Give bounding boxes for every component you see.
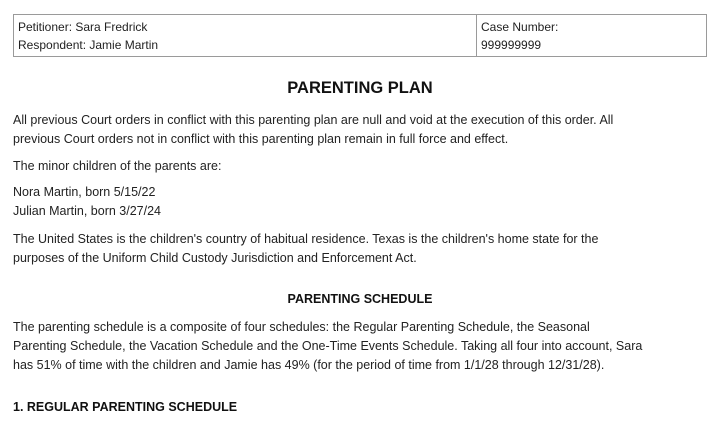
parenting-schedule-heading: PARENTING SCHEDULE [287,292,433,306]
schedule-line-2: Parenting Schedule, the Vacation Schedule and the One-Time Events Schedule. Taking all four into account, Sara [13,339,643,353]
case-number-value: 999999999 [481,38,542,52]
document-title: PARENTING PLAN [287,79,433,97]
section-1-heading: 1. REGULAR PARENTING SCHEDULE [13,400,238,414]
residence-line-1: The United States is the children's country of habitual residence. Texas is the children's home state for the [13,232,599,246]
case-number-label: Case Number: [481,20,559,34]
case-number-cell [477,15,706,56]
child-item: Nora Martin, born 5/15/22 [13,185,156,199]
residence-line-2: purposes of the Uniform Child Custody Jurisdiction and Enforcement Act. [13,251,417,265]
case-caption-table [13,14,707,57]
intro-line-2: previous Court orders not in conflict with this parenting plan remain in full force and effect. [13,132,509,146]
respondent-line: Respondent: Jamie Martin [18,38,159,52]
petitioner-line: Petitioner: Sara Fredrick [18,20,148,34]
children-intro: The minor children of the parents are: [13,159,222,173]
intro-line-1: All previous Court orders in conflict with this parenting plan are null and void at the execution of this order. All [13,113,614,127]
schedule-line-1: The parenting schedule is a composite of four schedules: the Regular Parenting Schedule, the Seasonal [13,320,590,334]
schedule-line-3: has 51% of time with the children and Jamie has 49% (for the period of time from 1/1/28 through 12/31/28). [13,358,605,372]
child-item: Julian Martin, born 3/27/24 [13,204,162,218]
parties-cell [14,15,477,56]
